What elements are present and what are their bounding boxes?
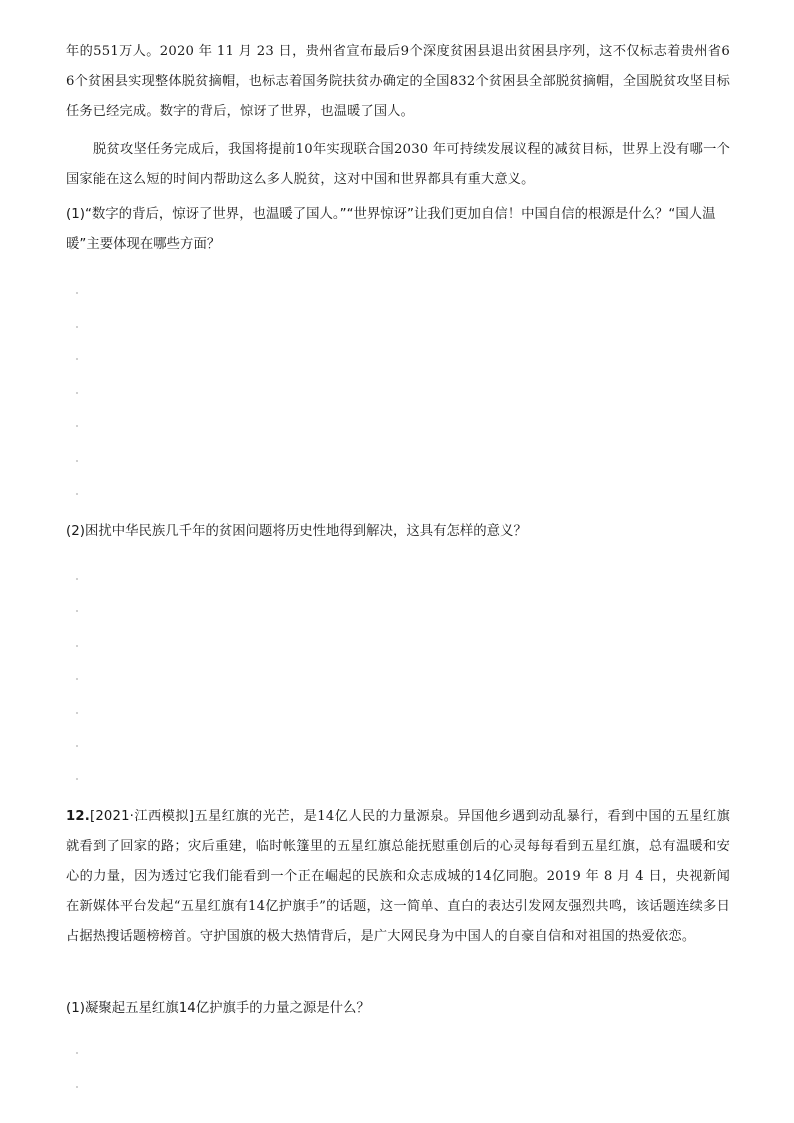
answer-space-marker [76, 392, 78, 394]
answer-space-marker [76, 645, 78, 647]
question-11-part-2: (2)困扰中华民族几千年的贫困问题将历史性地得到解决，这具有怎样的意义？ [66, 524, 527, 539]
passage-paragraph-1: 年的551万人。2020 年 11 月 23 日，贵州省宣布最后9个深度贫困县退出贫困县序列，这不仅标志着贵州省66个贫困县实现整体脱贫摘帽，也标志着国务院扶贫办确定的全国832个贫困县全部脱贫摘帽，全国脱贫攻坚目标任务已经完成。数字的背后，惊讶了世界，也温暖了国人。 [66, 44, 730, 119]
question-12-part-1: (1)凝聚起五星红旗14亿护旗手的力量之源是什么？ [66, 1001, 370, 1016]
answer-space-marker [76, 778, 78, 780]
answer-space-marker [76, 425, 78, 427]
answer-space-marker [76, 358, 78, 360]
answer-space-marker [76, 292, 78, 294]
question-number: 12. [66, 809, 90, 824]
passage-paragraph-2: 脱贫攻坚任务完成后，我国将提前10年实现联合国2030 年可持续发展议程的减贫目标，世界上没有哪一个国家能在这么短的时间内帮助这么多人脱贫，这对中国和世界都具有重大意义。 [66, 142, 730, 187]
answer-space-marker [76, 493, 78, 495]
answer-space-marker [76, 326, 78, 328]
answer-space-marker [76, 460, 78, 462]
question-source: [2021·江西模拟] [89, 809, 195, 824]
answer-space-marker [76, 712, 78, 714]
answer-space-marker [76, 1052, 78, 1054]
answer-space-marker [76, 745, 78, 747]
question-12-text: 五星红旗的光芒，是14亿人民的力量源泉。异国他乡遇到动乱暴行，看到中国的五星红旗就看到了回家的路；灾后重建，临时帐篷里的五星红旗总能抚慰重创后的心灵每每看到五星红旗，总有温暖和安心的力量，因为透过它我们能看到一个正在崛起的民族和众志成城的14亿同胞。2019 年 8 月 4 日，央视新闻在新媒体平台发起“五星红旗有14亿护旗手”的话题，这一简单、直白的表达引发网友强烈共鸣，该话题连续多日占据热搜话题榜榜首。守护国旗的极大热情背后，是广大网民身为中国人的自豪自信和对祖国的热爱依恋。 [66, 809, 730, 944]
question-12-stem [66, 802, 730, 952]
question-11-part-1: (1)“数字的背后，惊讶了世界，也温暖了国人。”“世界惊讶”让我们更加自信！中国自信的根源是什么？“国人温暖”主要体现在哪些方面？ [66, 207, 716, 252]
answer-space-marker [76, 1086, 78, 1088]
answer-space-marker [76, 578, 78, 580]
answer-space-marker [76, 610, 78, 612]
answer-space-marker [76, 678, 78, 680]
